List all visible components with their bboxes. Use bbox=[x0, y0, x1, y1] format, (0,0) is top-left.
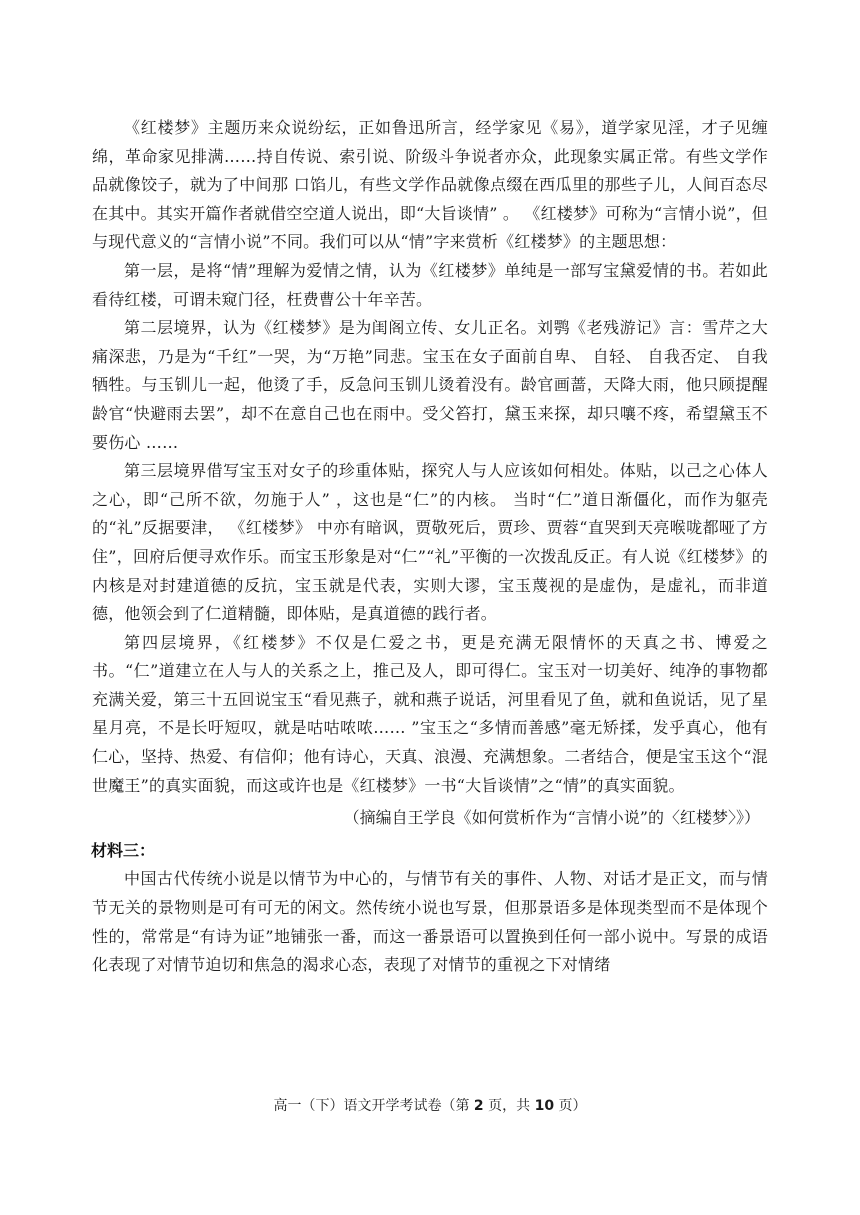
paragraph-level-three: 第三层境界借写宝玉对女子的珍重体贴，探究人与人应该如何相处。体贴，以己之心体人之心，即“己所不欲，勿施于人” ，这也是“仁”的内核。 当时“仁”道日渐僵化，而作为躯壳的“礼”反据要津， 《红楼梦》 中亦有暗讽，贾敬死后，贾珍、贾蓉“直哭到天亮喉咙都哑了方住”，回府后便寻欢作乐。而宝玉形象是对“仁”“礼”平衡的一次拨乱反正。有人说《红楼梦》的内核是对封建道德的反抗，宝玉就是代表，实则大谬，宝玉蔑视的是虚伪，是虚礼，而非道德，他领会到了仁道精髓，即体贴，是真道德的践行者。 bbox=[92, 461, 768, 624]
footer-suffix: 页） bbox=[554, 1098, 587, 1114]
page-footer bbox=[0, 1095, 860, 1115]
paragraph-level-two: 第二层境界，认为《红楼梦》是为闺阁立传、女儿正名。刘鹗《老残游记》言：雪芹之大痛深悲，乃是为“千红”一哭，为“万艳”同悲。宝玉在女子面前自卑、 自轻、 自我否定、 自我牺牲。与玉钏儿一起，他烫了手，反急问玉钏儿烫着没有。龄官画蔷，天降大雨，他只顾提醒龄官“快避雨去罢”，却不在意自己也在雨中。受父笞打，黛玉来探，却只嚷不疼，希望黛玉不要伤心 …… bbox=[92, 318, 768, 452]
footer-page-number: 2 bbox=[473, 1098, 484, 1114]
paragraph-material-three: 中国古代传统小说是以情节为中心的，与情节有关的事件、人物、对话才是正文，而与情节无关的景物则是可有可无的闲文。然传统小说也写景，但那景语多是体现类型而不是体现个性的，常常是“有诗为证”地铺张一番，而这一番景语可以置换到任何一部小说中。写景的成语化表现了对情节迫切和焦急的渴求心态，表现了对情节的重视之下对情绪 bbox=[92, 869, 768, 975]
footer-prefix: 高一（下）语文开学考试卷（第 bbox=[273, 1098, 474, 1114]
section-heading-material-three: 材料三： bbox=[91, 840, 156, 860]
paragraph-level-four: 第四层境界，《红楼梦》不仅是仁爱之书，更是充满无限情怀的天真之书、博爱之书。“仁”道建立在人与人的关系之上，推己及人，即可得仁。宝玉对一切美好、纯净的事物都充满关爱，第三十五回说宝玉“看见燕子，就和燕子说话，河里看见了鱼，就和鱼说话，见了星星月亮，不是长吁短叹，就是咕咕哝哝…… ”宝玉之“多情而善感”毫无矫揉，发乎真心，他有仁心，坚持、热爱、有信仰；他有诗心，天真、浪漫、充满想象。二者结合，便是宝玉这个“混世魔王”的真实面貌，而这或许也是《红楼梦》一书“大旨谈情”之“情”的真实面貌。 bbox=[92, 632, 768, 795]
paragraph-intro: 《红楼梦》主题历来众说纷纭，正如鲁迅所言，经学家见《易》，道学家见淫，才子见缠绵，革命家见排满……持自传说、索引说、阶级斗争说者亦众，此现象实属正常。有些文学作品就像饺子，就为了中间那 口馅儿，有些文学作品就像点缀在西瓜里的那些子儿，人间百态尽在其中。其实开篇作者就借空空道人说出，即“大旨谈情” 。 《红楼梦》可称为“言情小说”，但与现代意义的“言情小说”不同。我们可以从“情”字来赏析《红楼梦》的主题思想： bbox=[92, 118, 768, 252]
paragraph-level-one: 第一层，是将“情”理解为爱情之情，认为《红楼梦》单纯是一部写宝黛爱情的书。若如此看待红楼，可谓未窥门径，枉费曹公十年辛苦。 bbox=[92, 260, 768, 309]
document-body bbox=[92, 114, 768, 980]
source-citation: （摘编自王学良《如何赏析作为“言情小说”的〈红楼梦〉》） bbox=[343, 808, 760, 828]
footer-middle: 页，共 bbox=[483, 1098, 535, 1114]
footer-total-pages: 10 bbox=[534, 1098, 555, 1114]
